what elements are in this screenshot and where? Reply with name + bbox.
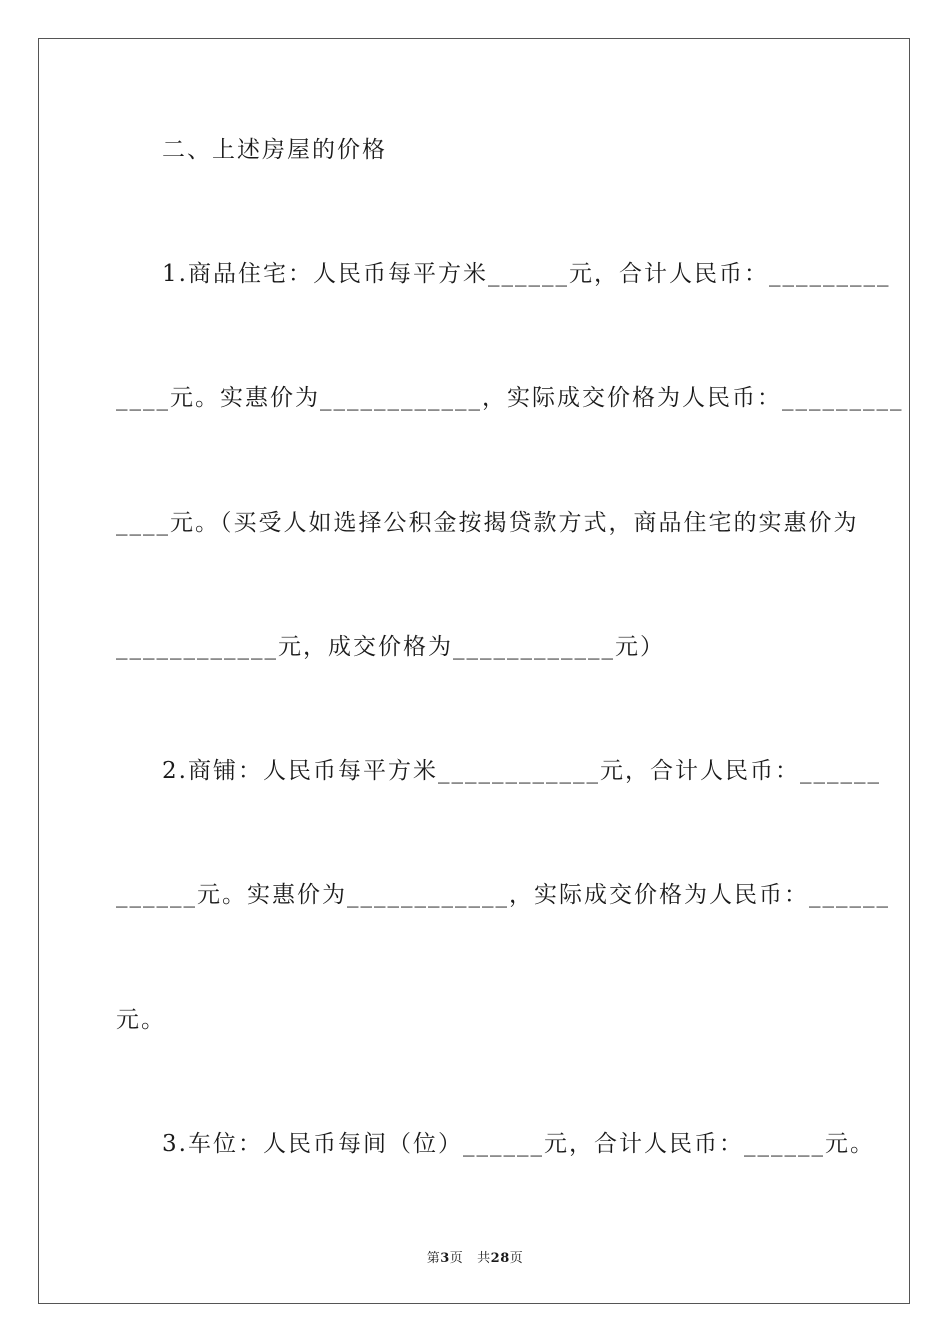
section-heading: 二、上述房屋的价格: [162, 137, 387, 163]
page-footer: [0, 1247, 950, 1266]
clause-2-line-3: 元。: [116, 1007, 166, 1033]
footer-total-pages: 28: [490, 1251, 510, 1266]
page-border: [38, 38, 910, 1304]
clause-2-line-1: 2.商铺：人民币每平方米____________元，合计人民币：______: [162, 758, 881, 784]
clause-2-line-2: ______元。实惠价为____________，实际成交价格为人民币：______: [116, 882, 890, 908]
clause-1-line-4: ____________元，成交价格为____________元）: [116, 634, 665, 660]
clause-1-line-2: ____元。实惠价为____________，实际成交价格为人民币：_________: [116, 385, 904, 411]
clause-1-line-1: 1.商品住宅：人民币每平方米______元，合计人民币：_________: [162, 261, 891, 287]
footer-prefix: 第: [426, 1251, 441, 1266]
footer-current-page: 3: [440, 1251, 450, 1266]
footer-middle: 页 共: [449, 1251, 491, 1266]
clause-3-line-1: 3.车位：人民币每间（位）______元，合计人民币：______元。: [162, 1131, 875, 1157]
footer-suffix: 页: [509, 1251, 524, 1266]
clause-1-line-3: ____元。（买受人如选择公积金按揭贷款方式，商品住宅的实惠价为: [116, 510, 859, 536]
